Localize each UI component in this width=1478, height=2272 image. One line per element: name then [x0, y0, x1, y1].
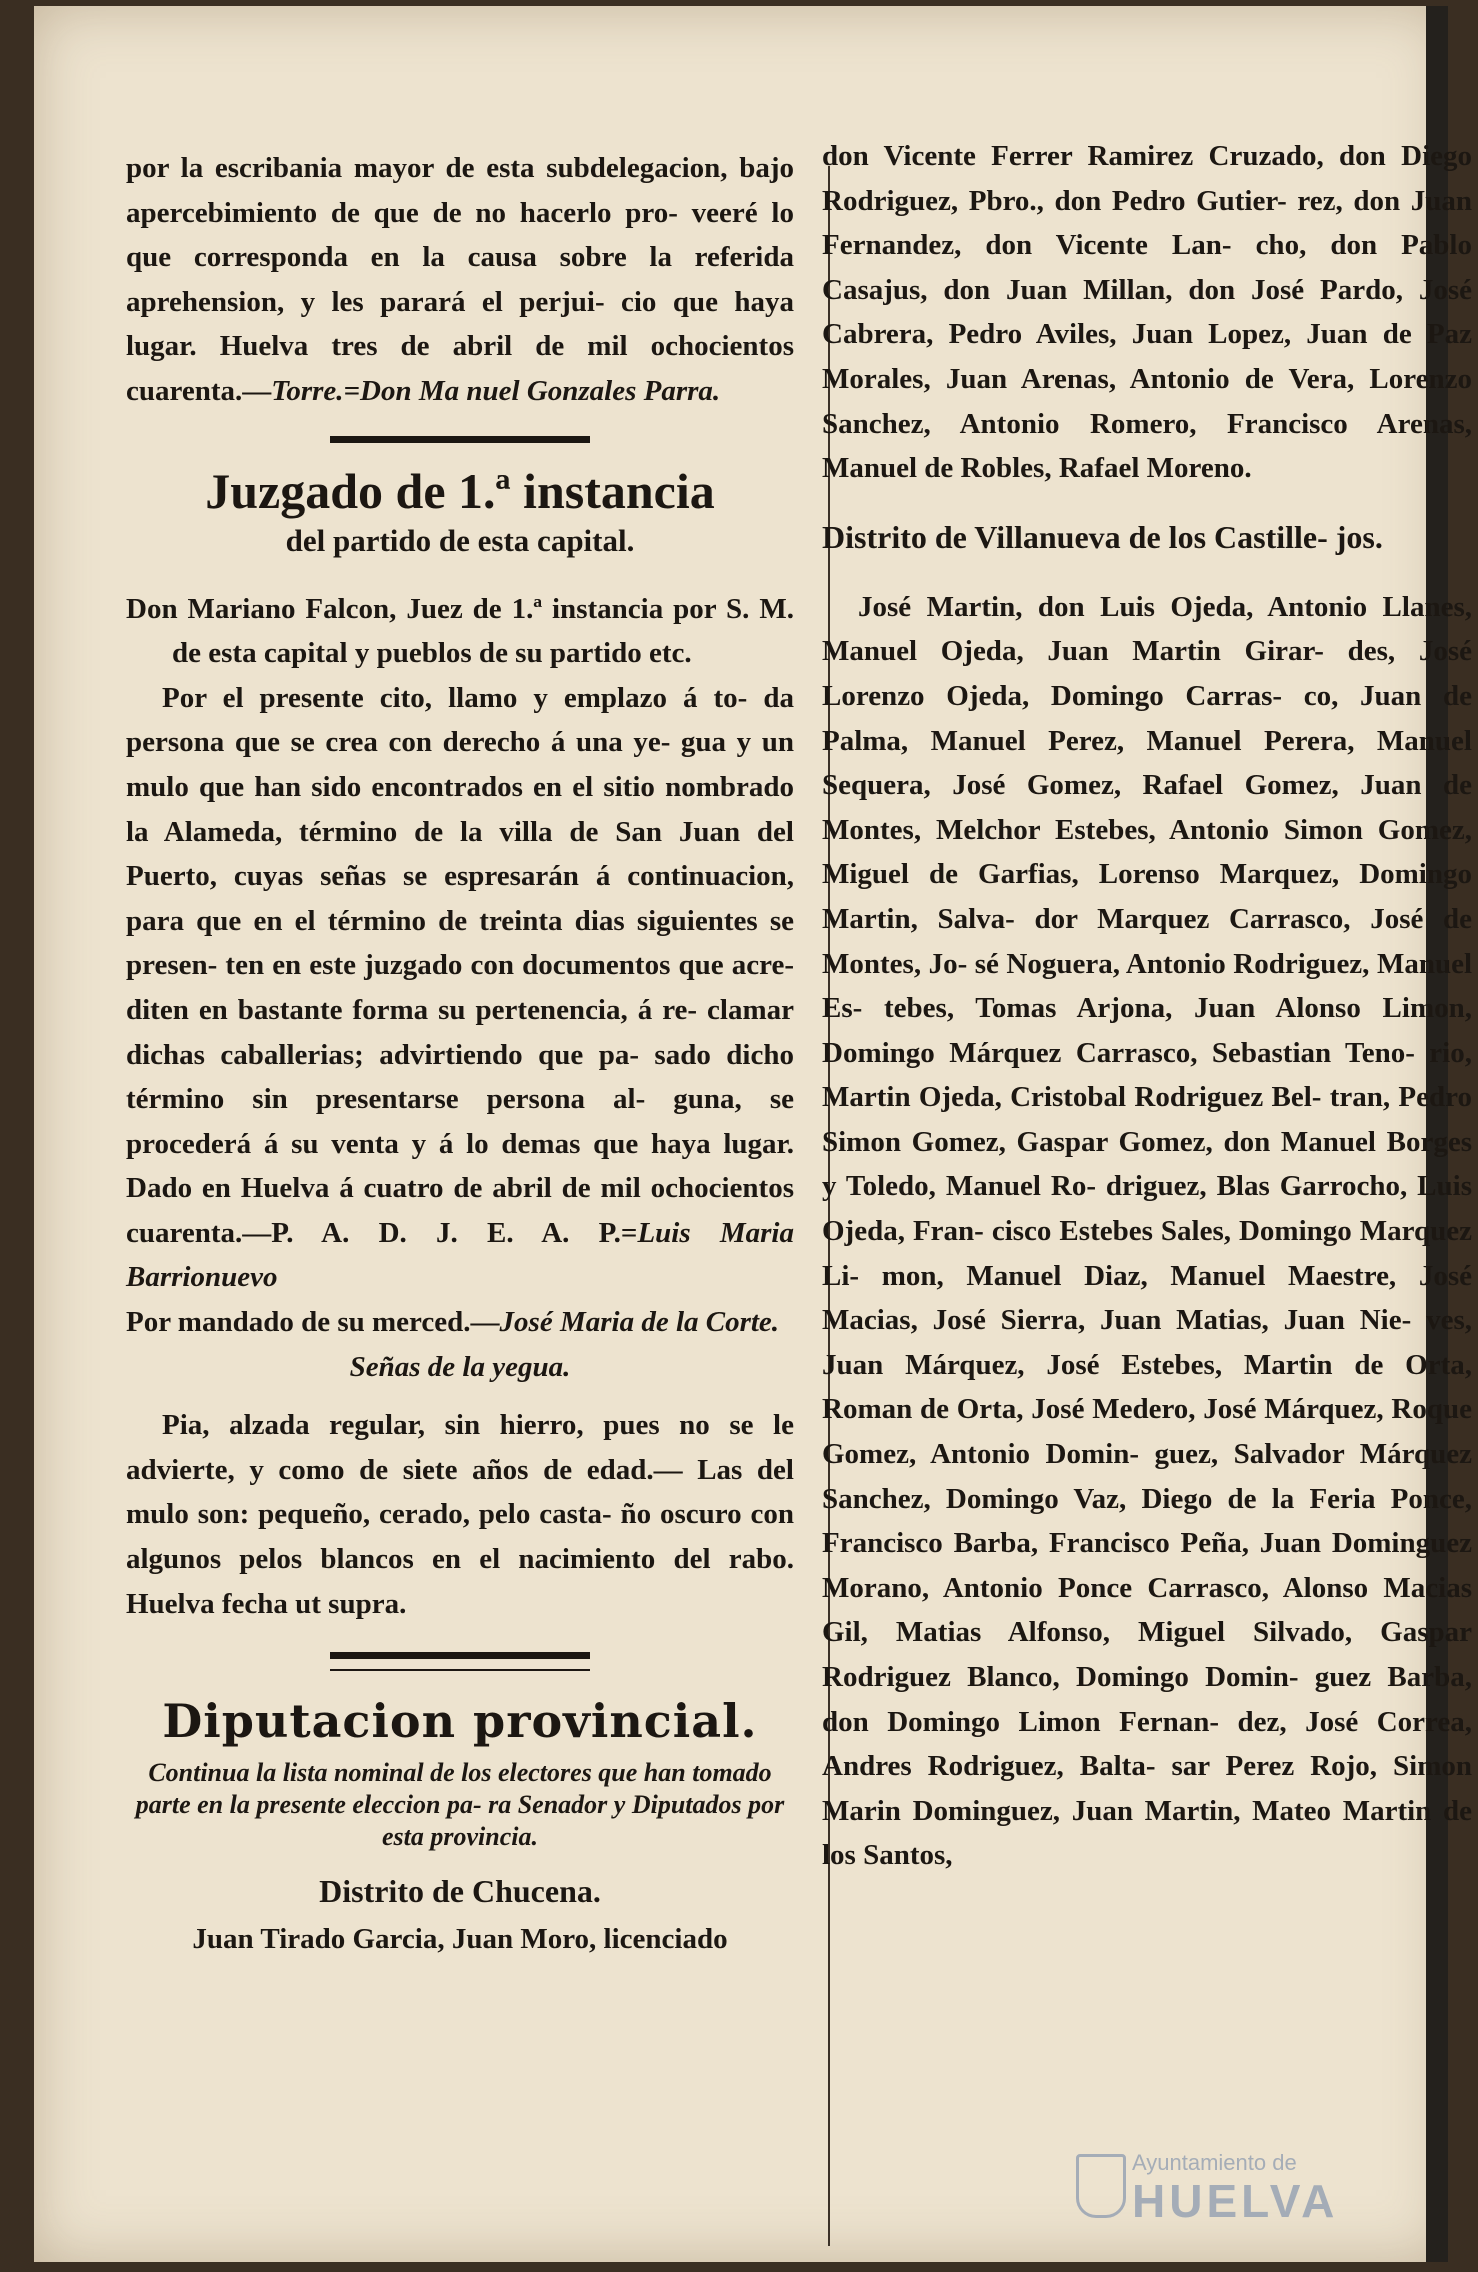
watermark-line1: Ayuntamiento de: [1132, 2150, 1297, 2175]
district-villanueva-title: Distrito de Villanueva de los Castille- jos.: [822, 518, 1383, 555]
watermark-line2: HUELVA: [1132, 2175, 1339, 2227]
senas-title: Señas de la yegua.: [349, 1350, 571, 1383]
summons-paragraph: Por el presente cito, llamo y emplazo á to- da persona que se crea con derecho á una ye- gua y un mulo que han sido encontrados en el sitio nombrado la Alameda, término de la villa de San Juan del Puerto, cuyas señas se espresarán á continuacion, para que en el término de treinta dias siguientes se presen- ten en este juzgado con documentos que acre- diten en bastante forma su pertenencia, á re- clamar dichas caballerias; advirtiendo que pa- sado dicho término sin presentarse persona al- guna, se procederá á su venta y á lo demas que haya lugar. Dado en Huelva á cuatro de abril de mil ochocientos cuarenta.—P. A. D. J. E. A. P.=Luis Maria Barrionuevo: [126, 681, 794, 1294]
diputacion-title: Diputacion provincial.: [162, 1694, 758, 1749]
order-paragraph: Por mandado de su merced.—José Maria de la Corte.: [126, 1306, 780, 1339]
section-rule: [330, 436, 590, 443]
district-chucena-text: Juan Tirado Garcia, Juan Moro, licenciado: [192, 1923, 728, 1956]
right-column: [822, 134, 1472, 1878]
newspaper-page: [34, 6, 1472, 2262]
court-title: Juzgado de 1.ª instancia: [205, 462, 715, 519]
section-rule: [330, 1652, 590, 1659]
crest-icon: [1076, 2154, 1126, 2218]
district-chucena-title: Distrito de Chucena.: [319, 1873, 601, 1910]
section-rule-thin: [330, 1669, 590, 1671]
senas-paragraph: Pia, alzada regular, sin hierro, pues no se le advierte, y como de siete años de edad.— Las del mulo son: pequeño, cerado, pelo casta- ño oscuro con algunos pelos blancos en el nacimiento del rabo. Huelva fecha ut supra.: [126, 1409, 794, 1620]
diputacion-subtitle: Continua la lista nominal de los electores que han tomado parte en la presente eleccion pa- ra Senador y Diputados por esta provincia.: [135, 1758, 785, 1852]
court-subtitle: del partido de esta capital.: [285, 522, 635, 558]
left-column: [126, 146, 794, 1962]
judge-paragraph: Don Mariano Falcon, Juez de 1.ª instancia por S. M. de esta capital y pueblos de su partido etc.: [126, 592, 794, 670]
electors-list-continued: don Vicente Ferrer Ramirez Cruzado, don Diego Rodriguez, Pbro., don Pedro Gutier- rez, don Juan Fernandez, don Vicente Lan- cho, don Pablo Casajus, don Juan Millan, don José Pardo, José Cabrera, Pedro Aviles, Juan Lopez, Juan de Paz Morales, Juan Arenas, Antonio de Vera, Lorenzo Sanchez, Antonio Romero, Francisco Arenas, Manuel de Robles, Rafael Moreno.: [822, 140, 1472, 485]
district-villanueva-text: José Martin, don Luis Ojeda, Antonio Llanes, Manuel Ojeda, Juan Martin Girar- des, José Lorenzo Ojeda, Domingo Carras- co, Juan de Palma, Manuel Perez, Manuel Perera, Manuel Sequera, José Gomez, Rafael Gomez, Juan de Montes, Melchor Estebes, Antonio Simon Gomez, Miguel de Garfias, Lorenso Marquez, Domingo Martin, Salva- dor Marquez Carrasco, José de Montes, Jo- sé Noguera, Antonio Rodriguez, Manuel Es- tebes, Tomas Arjona, Juan Alonso Limon, Domingo Márquez Carrasco, Sebastian Teno- rio, Martin Ojeda, Cristobal Rodriguez Bel- tran, Pedro Simon Gomez, Gaspar Gomez, don Manuel Borges y Toledo, Manuel Ro- driguez, Blas Garrocho, Luis Ojeda, Fran- cisco Estebes Sales, Domingo Marquez Li- mon, Manuel Diaz, Manuel Maestre, José Macias, José Sierra, Juan Matias, Juan Nie- ves, Juan Márquez, José Estebes, Martin de Orta, Roman de Orta, José Medero, José Márquez, Roque Gomez, Antonio Domin- guez, Salvador Márquez Sanchez, Domingo Vaz, Diego de la Feria Ponce, Francisco Barba, Francisco Peña, Juan Dominguez Morano, Antonio Ponce Carrasco, Alonso Macias Gil, Matias Alfonso, Miguel Silvado, Gaspar Rodriguez Blanco, Domingo Domin- guez Barba, don Domingo Limon Fernan- dez, José Correa, Andres Rodriguez, Balta- sar Perez Rojo, Simon Marin Dominguez, Juan Martin, Mateo Martin de los Santos,: [822, 590, 1472, 1872]
intro-paragraph: por la escribania mayor de esta subdelegacion, bajo apercebimiento de que de no hacerlo pro- veeré lo que corresponda en la causa sobre la referida aprehension, y les parará el perjui- cio que haya lugar. Huelva tres de abril de mil ochocientos cuarenta.—Torre.=Don Ma nuel Gonzales Parra.: [126, 152, 794, 407]
